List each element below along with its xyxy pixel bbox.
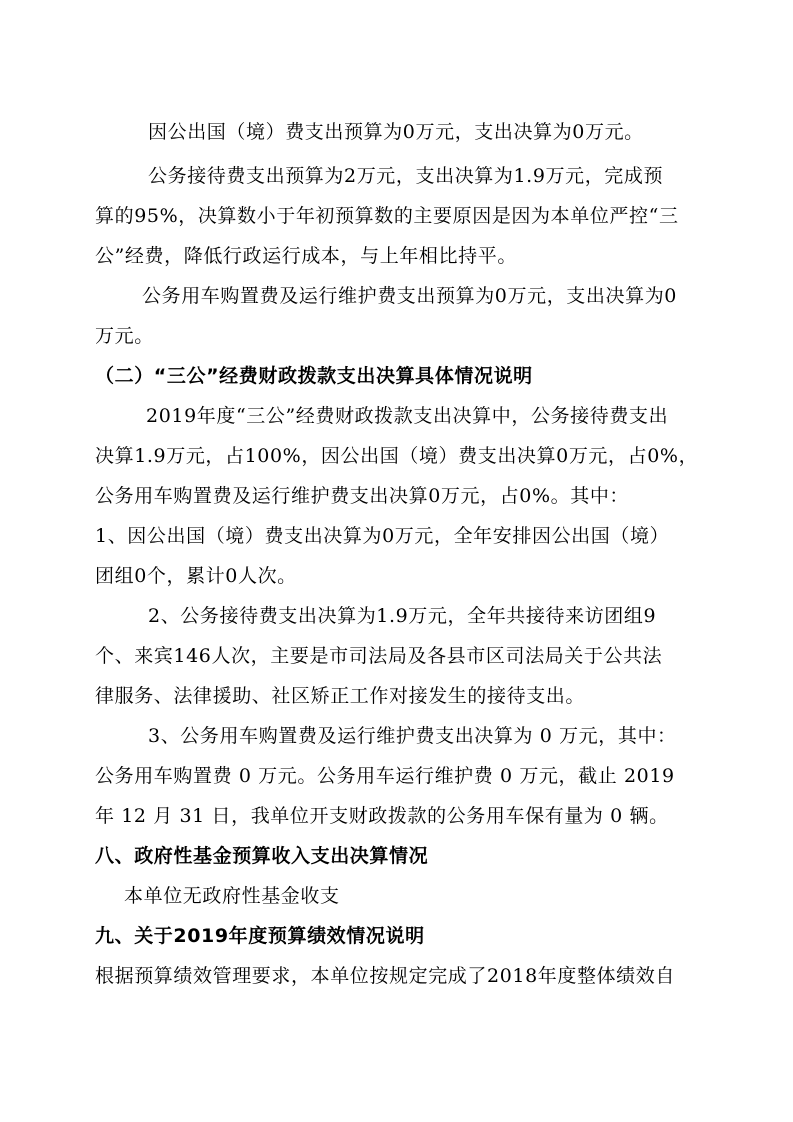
- paragraph-line: 团组0个，累计0人次。: [95, 565, 297, 587]
- paragraph-line: 2019年度“三公”经费财政拨款支出决算中，公务接待费支出: [146, 405, 669, 427]
- section-heading: 九、关于2019年度预算绩效情况说明: [95, 925, 425, 947]
- paragraph-line: 公务用车购置费及运行维护费支出决算0万元，占0%。其中：: [95, 485, 630, 507]
- paragraph-line: 决算1.9万元，占100%，因公出国（境）费支出决算0万元，占0%，: [95, 445, 699, 467]
- paragraph-line: 算的95%，决算数小于年初预算数的主要原因是因为本单位严控“三: [95, 205, 679, 227]
- paragraph-line: 公”经费，降低行政运行成本，与上年相比持平。: [95, 245, 517, 267]
- paragraph-line: 因公出国（境）费支出预算为0万元，支出决算为0万元。: [148, 121, 644, 143]
- paragraph-line: 2、公务接待费支出决算为1.9万元，全年共接待来访团组9: [148, 605, 657, 627]
- paragraph-line: 万元。: [95, 325, 154, 347]
- section-heading: （二）“三公”经费财政拨款支出决算具体情况说明: [95, 365, 533, 387]
- paragraph-line: 本单位无政府性基金收支: [124, 885, 340, 907]
- paragraph-line: 公务用车购置费及运行维护费支出预算为0万元，支出决算为0: [142, 285, 677, 307]
- paragraph-line: 公务接待费支出预算为2万元，支出决算为1.9万元，完成预: [148, 165, 664, 187]
- paragraph-line: 个、来宾146人次，主要是市司法局及各县市区司法局关于公共法: [95, 645, 663, 667]
- paragraph-line: 律服务、法律援助、社区矫正工作对接发生的接待支出。: [95, 685, 586, 707]
- paragraph-line: 公务用车购置费 0 万元。公务用车运行维护费 0 万元，截止 2019: [95, 765, 675, 787]
- paragraph-line: 1、因公出国（境）费支出决算为0万元，全年安排因公出国（境）: [95, 525, 670, 547]
- section-heading: 八、政府性基金预算收入支出决算情况: [95, 845, 429, 867]
- paragraph-line: 根据预算绩效管理要求，本单位按规定完成了2018年度整体绩效自: [95, 965, 675, 987]
- paragraph-line: 年 12 月 31 日，我单位开支财政拨款的公务用车保有量为 0 辆。: [95, 805, 669, 827]
- paragraph-line: 3、公务用车购置费及运行维护费支出决算为 0 万元，其中：: [148, 725, 677, 747]
